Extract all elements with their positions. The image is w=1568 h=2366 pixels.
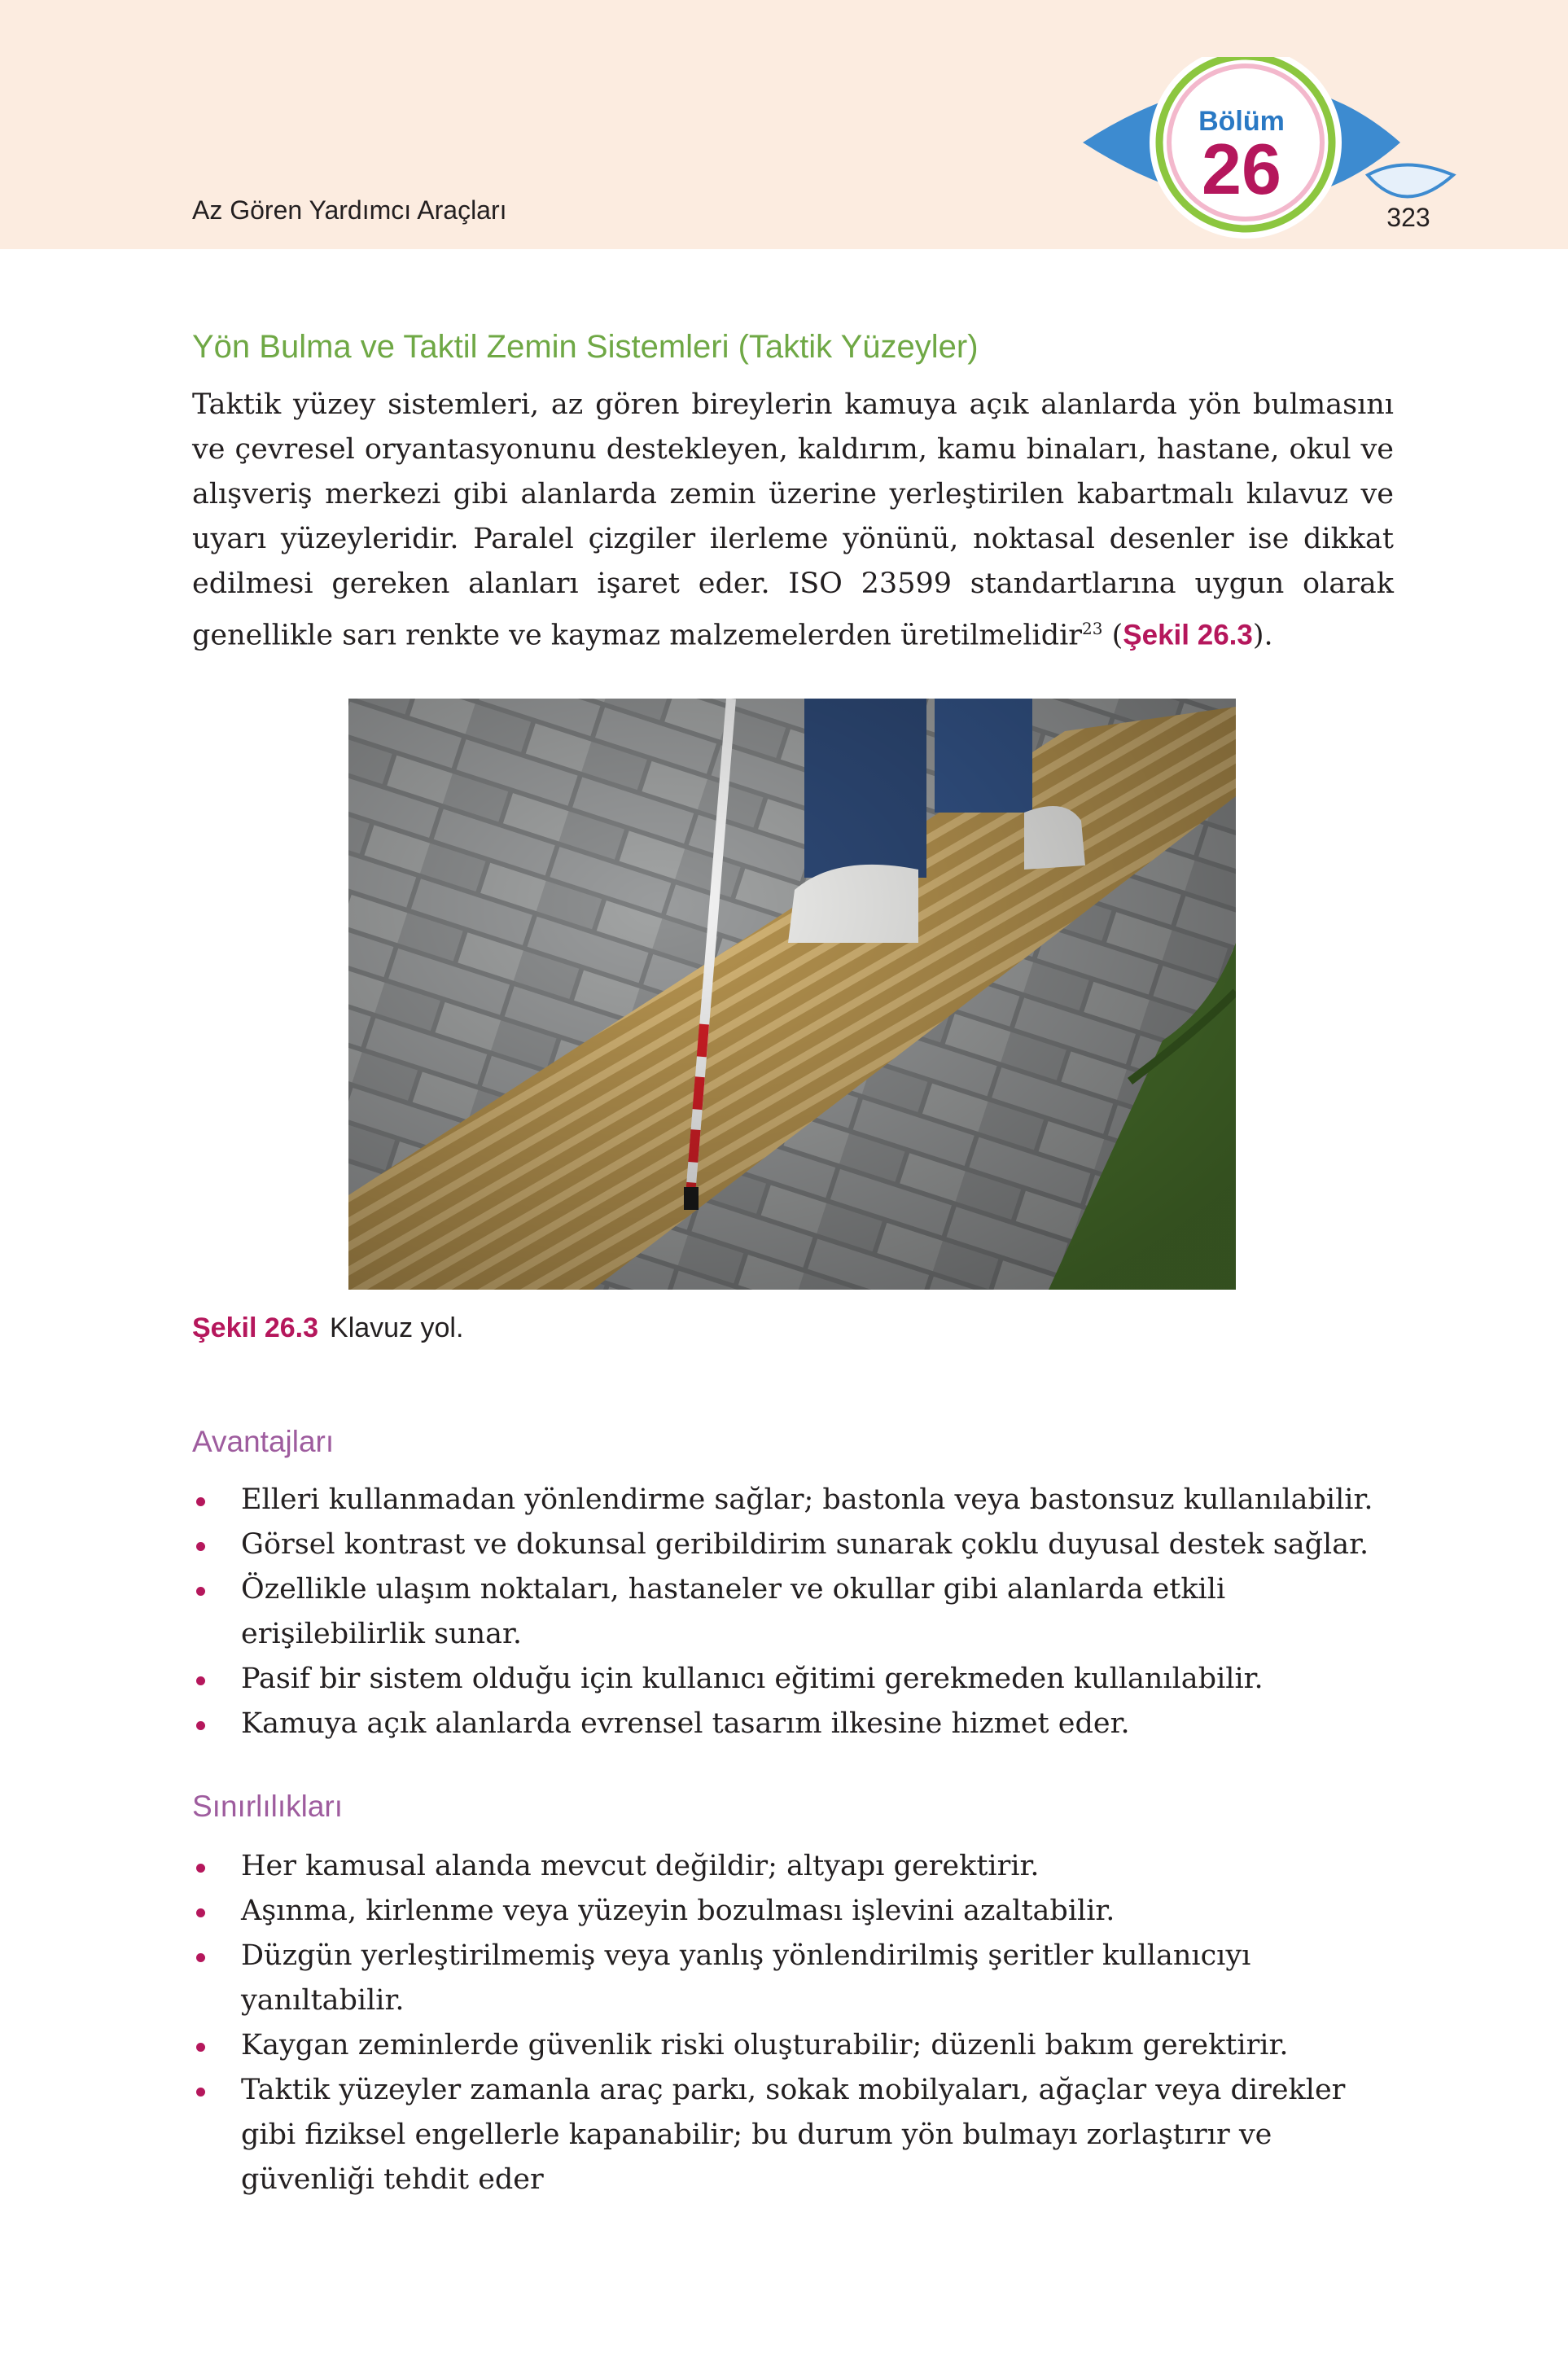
body-paragraph: Taktik yüzey sistemleri, az gören bireylerin kamuya açık alanlarda yön bulmasını ve çevresel oryantasyonunu destekleyen, kaldırım, kamu binaları, hastane, okul ve alışveriş merkezi gibi alanlarda zemin üzerine yerleştirilen kabartmalı kılavuz ve uyarı yüzeyleridir. Paralel çizgiler ilerleme yönünü, noktasal desenler ise dikkat edilmesi gereken alanları işaret eder. ISO 23599 standartlarına uygun olarak genellikle sarı renkte ve kaymaz malzemelerden üretilmelidir$^{23}$ (Şekil 26.3). [192,388,1394,652]
figure-number: Şekil 26.3 [192,1312,319,1343]
chapter-number: 26 [1202,129,1281,209]
paragraph-text: Taktik yüzey sistemleri, az gören bireylerin kamuya açık alanlarda yön bulmasını ve çevresel oryantasyonunu destekleyen, kaldırım, kamu binaları, hastane, okul ve alışveriş merkezi gibi alanlarda zemin üzerine yerleştirilen kabartmalı kılavuz ve uyarı yüzeyleridir. Paralel çizgiler ilerleme yönünü, noktasal desenler ise dikkat edilmesi gereken alanları işaret eder. ISO 23599 standartlarına uygun olarak genellikle sarı renkte ve kaymaz malzemelerden üretilmelidir [192,388,1394,652]
list-item: Özellikle ulaşım noktaları, hastaneler ve okullar gibi alanlarda etkili erişilebilirlik sunar. [192,1567,1397,1657]
limitations-list [192,1844,1397,2202]
list-item: Pasif bir sistem olduğu için kullanıcı eğitimi gerekmeden kullanılabilir. [192,1657,1397,1702]
figure-ref-link[interactable]: Şekil 26.3 [1123,619,1253,651]
list-item: Aşınma, kirlenme veya yüzeyin bozulması işlevini azaltabilir. [192,1889,1397,1934]
list-item: Kaygan zeminlerde güvenlik riski oluşturabilir; düzenli bakım gerektirir. [192,2023,1397,2068]
list-item: Elleri kullanmadan yönlendirme sağlar; bastonla veya bastonsuz kullanılabilir. [192,1478,1397,1523]
advantages-list [192,1478,1397,1746]
section-title: Yön Bulma ve Taktil Zemin Sistemleri (Taktik Yüzeyler) [192,329,979,365]
list-item: Taktik yüzeyler zamanla araç parkı, sokak mobilyaları, ağaçlar veya direkler gibi fiziksel engellerle kapanabilir; bu durum yön bulmayı zorlaştırır ve güvenliği tehdit eder [192,2068,1397,2202]
chapter-label: Bölüm [1198,106,1285,137]
citation: 23 [1082,619,1103,638]
page-number: 323 [1386,202,1430,232]
running-head: Az Gören Yardımcı Araçları [192,195,507,225]
limitations-heading: Sınırlılıkları [192,1790,344,1823]
advantages-heading: Avantajları [192,1425,335,1458]
figure-caption-text: Klavuz yol. [330,1312,464,1343]
tactile-paving-photo [348,699,1236,1290]
list-item: Düzgün yerleştirilmemiş veya yanlış yönlendirilmiş şeritler kullanıcıyı yanıltabilir. [192,1934,1397,2023]
list-item: Görsel kontrast ve dokunsal geribildirim sunarak çoklu duyusal destek sağlar. [192,1523,1397,1567]
list-item: Her kamusal alanda mevcut değildir; altyapı gerektirir. [192,1844,1397,1889]
list-item: Kamuya açık alanlarda evrensel tasarım ilkesine hizmet eder. [192,1702,1397,1746]
figure-caption [192,1312,463,1344]
